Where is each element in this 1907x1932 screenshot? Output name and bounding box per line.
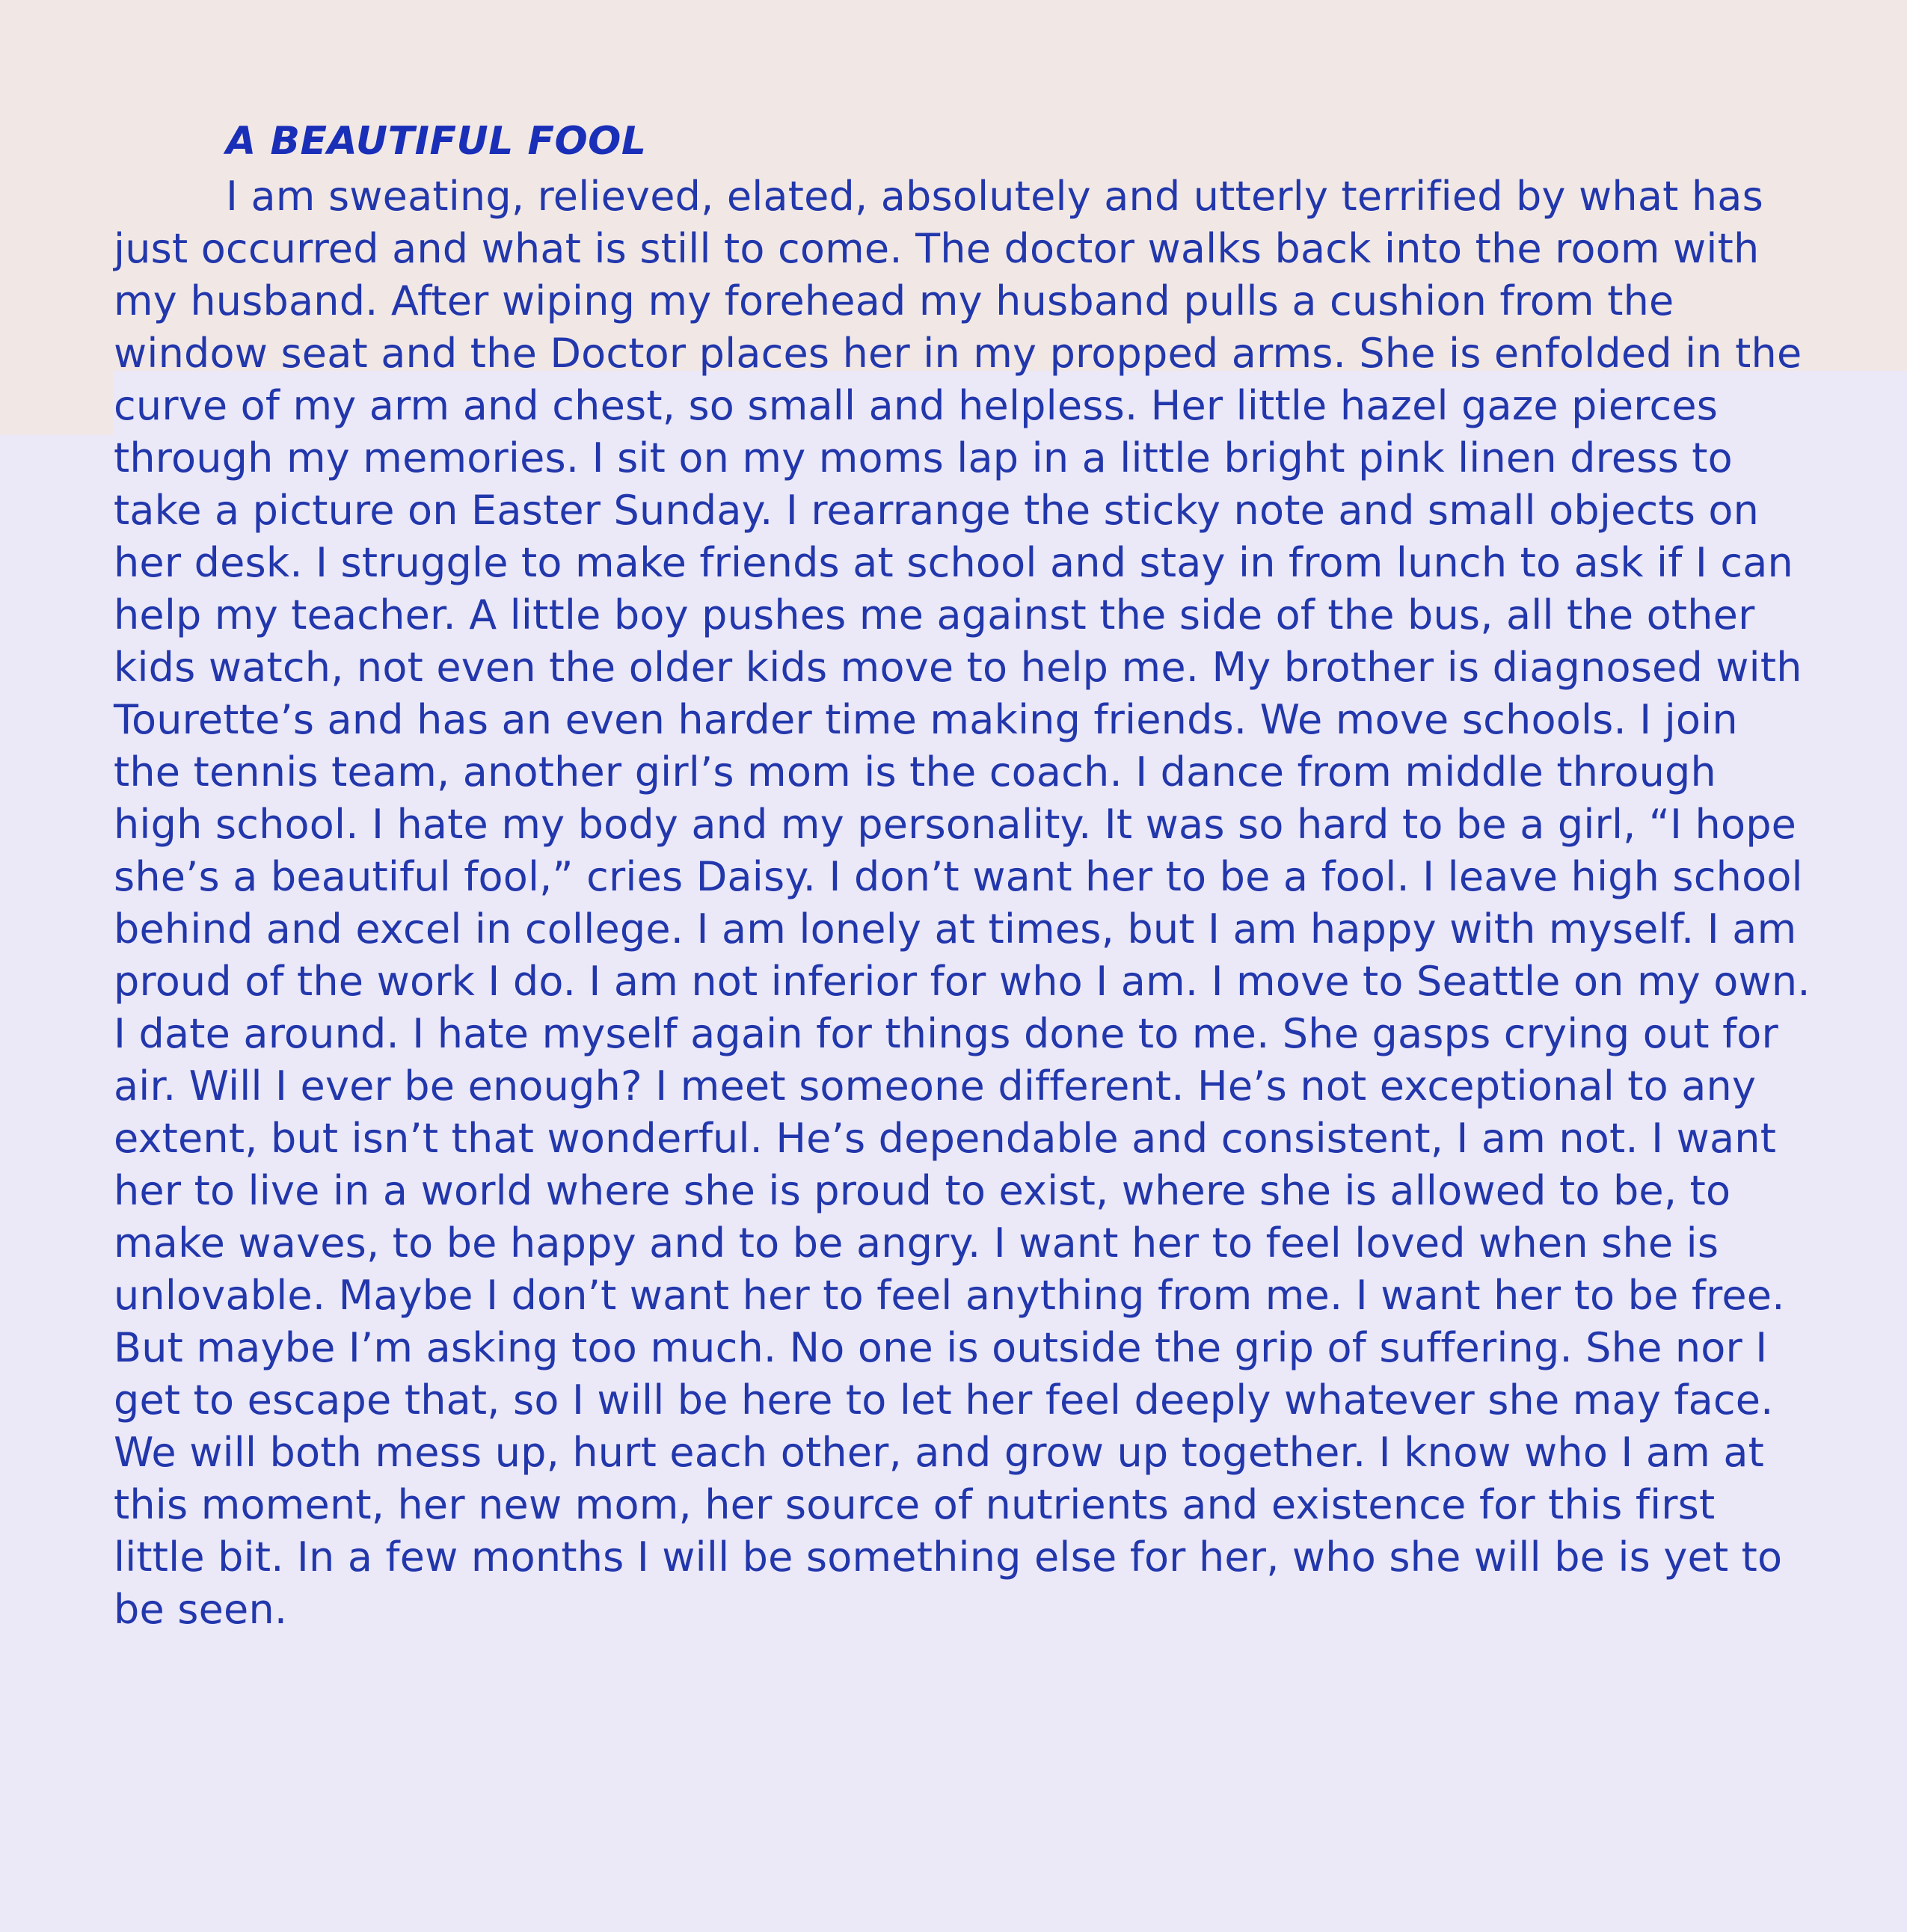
- story-title: A BEAUTIFUL FOOL: [226, 119, 647, 164]
- story-page: [114, 112, 1811, 1636]
- background-left-tab: [0, 371, 114, 435]
- story-body: I am sweating, relieved, elated, absolutely and utterly terrified by what has just occurred and what is still to come. The doctor walks back into the room with my husband. After wiping my forehead my husband pulls a cushion from the window seat and the Doctor places her in my propped arms. She is enfolded in the curve of my arm and chest, so small and helpless. Her little hazel gaze pierces through my memories. I sit on my moms lap in a little bright pink linen dress to take a picture on Easter Sunday. I rearrange the sticky note and small objects on her desk. I struggle to make friends at school and stay in from lunch to ask if I can help my teacher. A little boy pushes me against the side of the bus, all the other kids watch, not even the older kids move to help me. My brother is diagnosed with Tourette’s and has an even harder time making friends. We move schools. I join the tennis team, another girl’s mom is the coach. I dance from middle through high school. I hate my body and my personality. It was so hard to be a girl, “I hope she’s a beautiful fool,” cries Daisy. I don’t want her to be a fool. I leave high school behind and excel in college. I am lonely at times, but I am happy with myself. I am proud of the work I do. I am not inferior for who I am. I move to Seattle on my own. I date around. I hate myself again for things done to me. She gasps crying out for air. Will I ever be enough? I meet someone different. He’s not exceptional to any extent, but isn’t that wonderful. He’s dependable and consistent, I am not. I want her to live in a world where she is proud to exist, where she is allowed to be, to make waves, to be happy and to be angry. I want her to feel loved when she is unlovable. Maybe I don’t want her to feel anything from me. I want her to be free. But maybe I’m asking too much. No one is outside the grip of suffering. She nor I get to escape that, so I will be here to let her feel deeply whatever she may face. We will both mess up, hurt each other, and grow up together. I know who I am at this moment, her new mom, her source of nutrients and existence for this first little bit. In a few months I will be something else for her, who she will be is yet to be seen.: [114, 173, 1811, 1633]
